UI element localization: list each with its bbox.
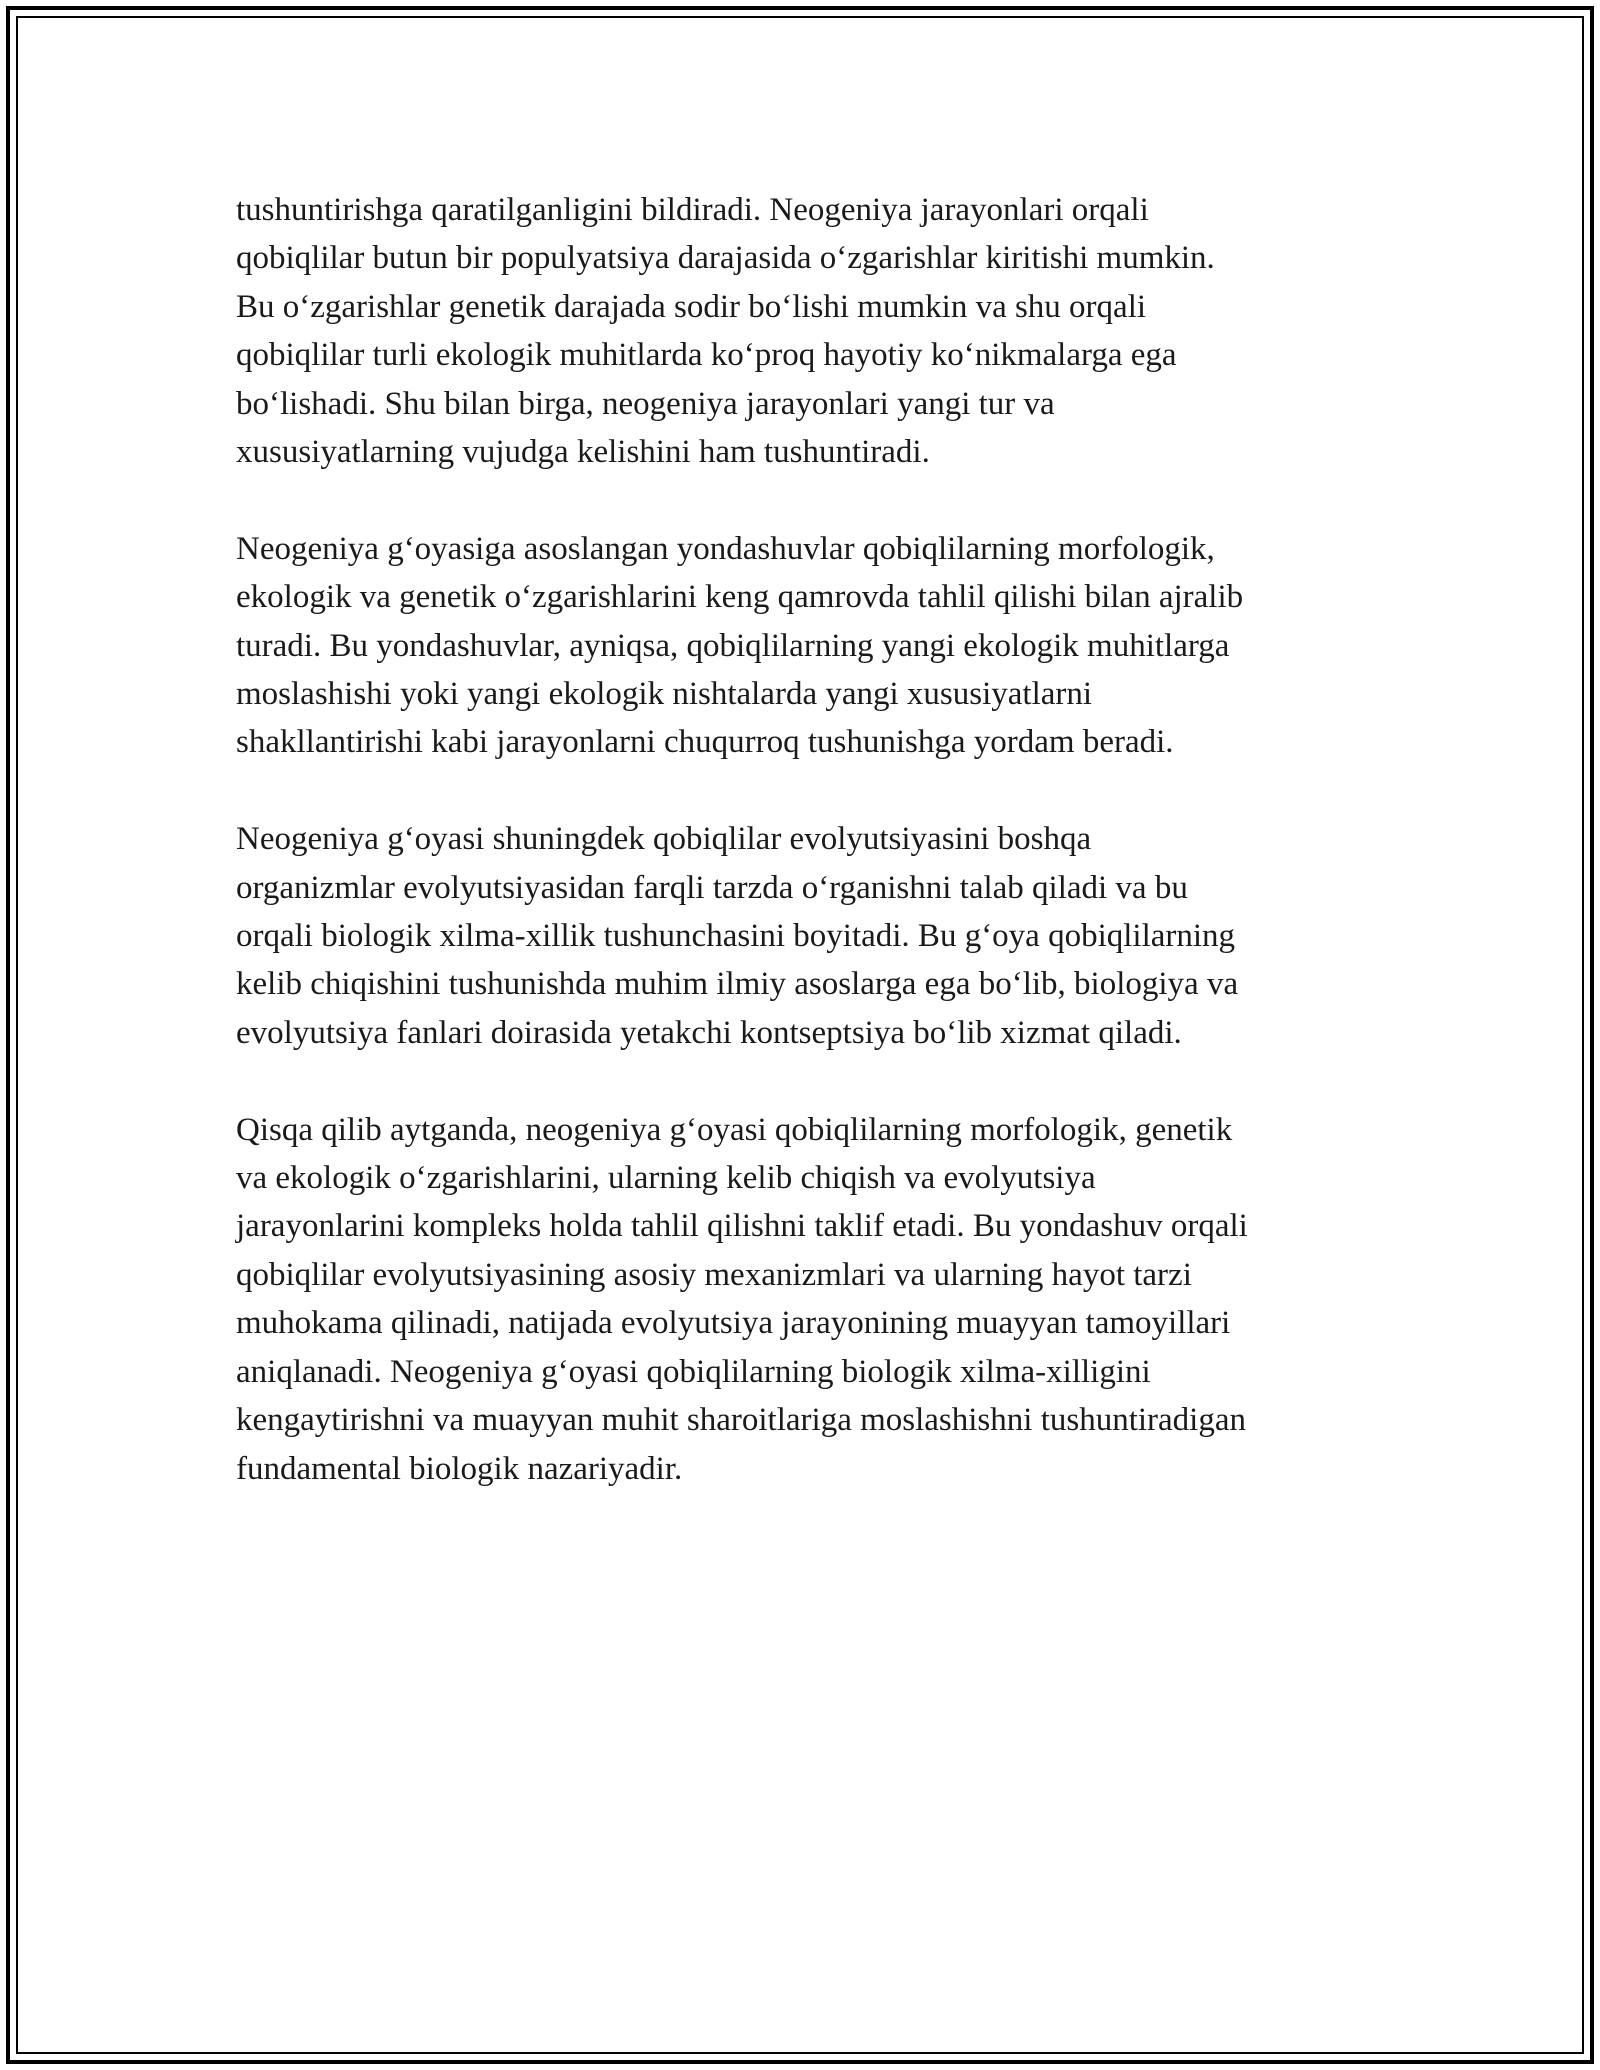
text-line: evolyutsiya fanlari doirasida yetakchi kontseptsiya bo‘lib xizmat qiladi. bbox=[236, 1014, 1182, 1051]
paragraph-4 bbox=[236, 1106, 1376, 1493]
text-line: fundamental biologik nazariyadir. bbox=[236, 1450, 683, 1487]
text-line: ekologik va genetik o‘zgarishlarini keng qamrovda tahlil qilishi bilan ajralib bbox=[236, 579, 1244, 616]
paragraph-1 bbox=[236, 186, 1376, 476]
text-line: jarayonlarini kompleks holda tahlil qilishni taklif etadi. Bu yondashuv orqali bbox=[236, 1208, 1248, 1245]
text-line: kelib chiqishini tushunishda muhim ilmiy asoslarga ega bo‘lib, biologiya va bbox=[236, 966, 1239, 1003]
text-line: turadi. Bu yondashuvlar, ayniqsa, qobiqlilarning yangi ekologik muhitlarga bbox=[236, 627, 1230, 664]
text-line: kengaytirishni va muayyan muhit sharoitlariga moslashishni tushuntiradigan bbox=[236, 1402, 1246, 1439]
text-line: qobiqlilar evolyutsiyasining asosiy mexanizmlari va ularning hayot tarzi bbox=[236, 1256, 1192, 1293]
document-body bbox=[236, 186, 1376, 1493]
text-line: qobiqlilar butun bir populyatsiya darajasida o‘zgarishlar kiritishi mumkin. bbox=[236, 240, 1215, 277]
paragraph-3 bbox=[236, 815, 1376, 1057]
text-line: Neogeniya g‘oyasi shuningdek qobiqlilar evolyutsiyasini boshqa bbox=[236, 821, 1092, 858]
text-line: Qisqa qilib aytganda, neogeniya g‘oyasi qobiqlilarning morfologik, genetik bbox=[236, 1111, 1233, 1148]
text-line: muhokama qilinadi, natijada evolyutsiya jarayonining muayyan tamoyillari bbox=[236, 1305, 1231, 1342]
text-line: tushuntirishga qaratilganligini bildiradi. Neogeniya jarayonlari orqali bbox=[236, 192, 1149, 228]
text-line: moslashishi yoki yangi ekologik nishtalarda yangi xususiyatlarni bbox=[236, 676, 1093, 713]
text-line: aniqlanadi. Neogeniya g‘oyasi qobiqlilarning biologik xilma-xilligini bbox=[236, 1353, 1151, 1390]
text-line: organizmlar evolyutsiyasidan farqli tarzda o‘rganishni talab qiladi va bu bbox=[236, 869, 1188, 906]
text-line: xususiyatlarning vujudga kelishini ham tushuntiradi. bbox=[236, 434, 930, 471]
text-line: Bu o‘zgarishlar genetik darajada sodir bo‘lishi mumkin va shu orqali bbox=[236, 288, 1147, 325]
paragraph-2 bbox=[236, 525, 1376, 767]
text-line: bo‘lishadi. Shu bilan birga, neogeniya jarayonlari yangi tur va bbox=[236, 385, 1055, 422]
text-line: shakllantirishi kabi jarayonlarni chuqurroq tushunishga yordam beradi. bbox=[236, 724, 1174, 761]
text-line: qobiqlilar turli ekologik muhitlarda ko‘proq hayotiy ko‘nikmalarga ega bbox=[236, 337, 1177, 374]
text-line: orqali biologik xilma-xillik tushunchasini boyitadi. Bu g‘oya qobiqlilarning bbox=[236, 918, 1236, 955]
text-line: Neogeniya g‘oyasiga asoslangan yondashuvlar qobiqlilarning morfologik, bbox=[236, 530, 1215, 567]
text-line: va ekologik o‘zgarishlarini, ularning kelib chiqish va evolyutsiya bbox=[236, 1160, 1096, 1197]
